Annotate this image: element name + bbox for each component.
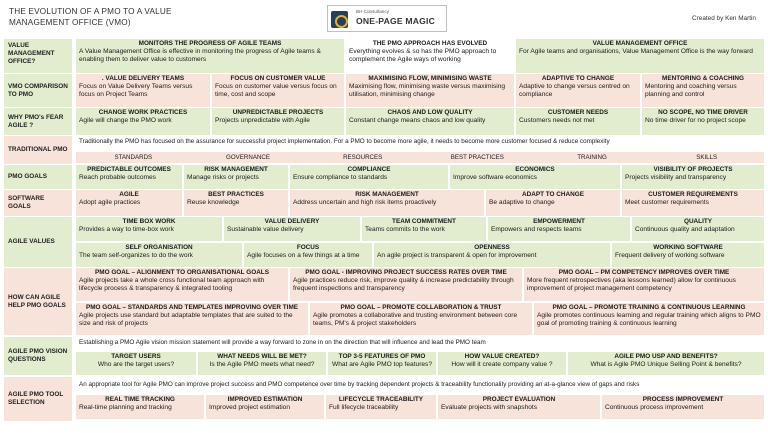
info-cell: COMPLIANCE Ensure compliance to standards <box>290 165 448 189</box>
section-how-agile-helps <box>4 268 766 335</box>
section-traditional-pmo <box>4 136 766 164</box>
info-cell: PMO GOAL – PM COMPETENCY IMPROVES OVER TIME More frequent retrospectives (aka lessons learned) allow for continuous improvement of project management competency <box>524 268 764 301</box>
info-cell: IMPROVED ESTIMATION Improved project estimation <box>206 395 324 419</box>
info-cell: VALUE MANAGEMENT OFFICE For Agile teams and organisations, Value Management Office is the way forward <box>516 39 764 73</box>
section-description: An appropriate tool for Agile PMO can improve project success and PMO competence over time by tracking dependent projects & traceability functionality providing an at-a-glance view of gaps and risks <box>76 380 764 390</box>
page-title: THE EVOLUTION OF A PMO TO A VALUE MANAGEMENT OFFICE (VMO) <box>9 7 172 27</box>
info-cell: TIME BOX WORK Provides a way to time-box work <box>76 217 222 241</box>
info-cell: PREDICTABLE OUTCOMES Reach probable outcomes <box>76 165 182 189</box>
section-description: Establishing a PMO Agile vision mission statement will provide a way forward to zone in on the direction that will influence and lead the PMO team <box>76 338 764 348</box>
info-cell: . VALUE DELIVERY TEAMS Focus on Value Delivery Teams versus focus on Project Teams <box>76 74 210 107</box>
info-cell: PROJECT EVALUATION Evaluate projects with snapshots <box>438 395 600 419</box>
section-pmo-goals <box>4 165 766 189</box>
section-software-goals <box>4 190 766 216</box>
info-cell: REAL TIME TRACKING Real-time planning and tracking <box>76 395 204 419</box>
traditional-item: SKILLS <box>696 153 718 161</box>
section-vmo-comparison <box>4 74 766 107</box>
info-cell: FOCUS Agile focuses on a few things at a time <box>244 243 372 267</box>
info-cell: TARGET USERS Who are the target users? <box>76 352 196 375</box>
logo-name: ONE-PAGE MAGIC <box>356 16 436 26</box>
info-cell: VISIBILITY OF PROJECTS Projects visibility and transparency <box>622 165 764 189</box>
info-cell: FOCUS ON CUSTOMER VALUE Focus on customer value versus focus on time, cost and scope <box>212 74 344 107</box>
section-label: VALUE MANAGEMENT OFFICE? <box>4 39 72 73</box>
info-cell: CUSTOMER NEEDS Customers needs not met <box>516 108 640 135</box>
section-label: SOFTWARE GOALS <box>4 190 72 216</box>
info-cell: LIFECYCLE TRACEABILITY Full lifecycle traceability <box>326 395 436 419</box>
section-label: WHY PMO's FEAR AGILE ? <box>4 108 72 135</box>
info-cell: PMO GOAL – PROMOTE COLLABORATION & TRUST Agile promotes a collaborative and trusting environment between core teams, PM's & project stakeholders <box>310 303 532 335</box>
info-cell: CHAOS AND LOW QUALITY Constant change means chaos and low quality <box>346 108 514 135</box>
info-cell: PMO GOAL – ALIGNMENT TO ORGANISATIONAL GOALS Agile projects take a whole cross functional team approach with lifecycle process & transparency & integrated tooling <box>76 268 288 301</box>
info-cell: EMPOWERMENT Empowers and respects teams <box>488 217 630 241</box>
section-tool-selection <box>4 377 766 421</box>
section-label: AGILE PMO TOOL SELECTION <box>4 377 72 421</box>
logo-mark-icon <box>331 11 348 28</box>
info-cell: HOW VALUE CREATED? How will it create company value ? <box>438 352 566 375</box>
header <box>0 0 768 38</box>
info-cell: SELF ORGANISATION The team self-organizes to do the work <box>76 243 242 267</box>
traditional-item: TRAINING <box>577 153 607 161</box>
info-cell: ADAPTIVE TO CHANGE Adaptive to change versus centred on compliance <box>516 74 640 107</box>
info-cell: TOP 3-5 FEATURES OF PMO What are Agile PMO top features? <box>328 352 436 375</box>
traditional-item: RESOURCES <box>343 153 383 161</box>
section-label: AGILE VALUES <box>4 217 72 267</box>
info-cell: THE PMO APPROACH HAS EVOLVED Everything evolves & so has the PMO approach to complement the Agile ways of working <box>346 39 514 73</box>
logo-company: BH Consultancy <box>356 9 389 14</box>
logo <box>327 5 447 32</box>
info-cell: OPENNESS An agile project is transparent & open for improvement <box>374 243 610 267</box>
info-cell: MAXIMISING FLOW, MINIMISING WASTE Maximising flow, minimising waste versus maximising utilisation, minimising change <box>346 74 514 107</box>
info-cell: NO SCOPE, NO TIME DRIVER No time driver for no project scope <box>642 108 764 135</box>
info-cell: PMO GOAL – STANDARDS AND TEMPLATES IMPROVING OVER TIME Agile projects use standard but adaptable templates that are suited to the size and risk of projects <box>76 303 308 335</box>
section-label: TRADITIONAL PMO <box>4 136 72 164</box>
section-why-pmo-fear-agile <box>4 108 766 135</box>
traditional-item: GOVERNANCE <box>226 153 271 161</box>
info-cell: RISK MANAGEMENT Address uncertain and high risk items proactively <box>290 190 484 216</box>
section-vision-questions <box>4 337 766 375</box>
section-label: AGILE PMO VISION QUESTIONS <box>4 337 72 375</box>
section-label: PMO GOALS <box>4 165 72 189</box>
info-cell: CHANGE WORK PRACTICES Agile will change the PMO work <box>76 108 210 135</box>
section-value-management-office <box>4 39 766 73</box>
info-cell: AGILE PMO USP AND BENEFITS? What is Agile PMO Unique Selling Point & benefits? <box>568 352 764 375</box>
info-cell: PROCESS IMPROVEMENT Continuous process improvement <box>602 395 764 419</box>
info-cell: PMO GOAL – PROMOTE TRAINING & CONTINUOUS LEARNING Agile promotes continuous learning and regular training which aligns to PMO goal of promoting training & continuous learning <box>534 303 764 335</box>
info-cell: AGILE Adopt agile practices <box>76 190 182 216</box>
info-cell: ADAPT TO CHANGE Be adaptive to change <box>486 190 620 216</box>
section-label: VMO COMPARISON TO PMO <box>4 74 72 107</box>
info-cell: QUALITY Continuous quality and adaptation <box>632 217 764 241</box>
info-cell: UNPREDICTABLE PROJECTS Projects unpredictable with Agile <box>212 108 344 135</box>
info-cell: TEAM COMMITMENT Teams commits to the work <box>362 217 486 241</box>
section-agile-values <box>4 217 766 267</box>
author-credit: Created by Ken Martin <box>692 15 756 22</box>
info-cell: ECONOMICS Improve software economics <box>450 165 620 189</box>
info-cell: PMO GOAL - IMPROVING PROJECT SUCCESS RATES OVER TIME Agile practices reduce risk, improve quality & increase predictability through frequent inspections and transparency <box>290 268 522 301</box>
info-cell: WHAT NEEDS WILL BE MET? Is the Agile PMO meets what need? <box>198 352 326 375</box>
info-cell: VALUE DELIVERY Sustainable value delivery <box>224 217 360 241</box>
traditional-item: STANDARDS <box>114 153 153 161</box>
info-cell: WORKING SOFTWARE Frequent delivery of working software <box>612 243 764 267</box>
section-description: Traditionally the PMO has focused on the assurance for successful project implementation. For a PMO to become more agile, it needs to become more customer focused & reduce complexity <box>76 137 764 147</box>
info-cell: BEST PRACTICES Reuse knowledge <box>184 190 288 216</box>
traditional-item: BEST PRACTICES <box>450 153 504 161</box>
info-cell: RISK MANAGEMENT Manage risks or projects <box>184 165 288 189</box>
info-cell: MONITORS THE PROGRESS OF AGILE TEAMS A Value Management Office is effective in monitoring the progress of Agile teams & enabling them to deliver value to customers <box>76 39 344 73</box>
info-cell: MENTORING & COACHING Mentoring and coaching versus planning and control <box>642 74 764 107</box>
traditional-items <box>76 152 764 163</box>
section-label: HOW CAN AGILE HELP PMO GOALS <box>4 268 72 335</box>
info-cell: CUSTOMER REQUIREMENTS Meet customer requirements <box>622 190 764 216</box>
